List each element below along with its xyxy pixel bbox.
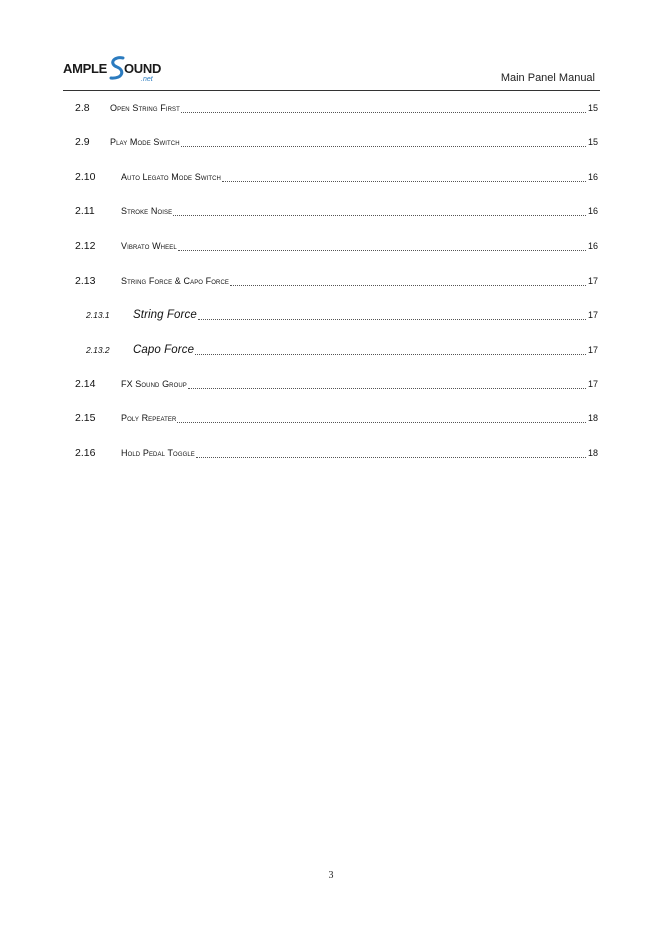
toc-entry[interactable] (75, 447, 598, 463)
toc-title: Poly Repeater (121, 413, 177, 423)
toc-entry[interactable] (75, 102, 598, 118)
toc-leader-dots (173, 215, 586, 216)
toc-number: 2.13.1 (86, 310, 110, 320)
toc-page-number: 17 (587, 345, 598, 355)
toc-leader-dots (181, 146, 586, 147)
toc-entry[interactable] (75, 344, 598, 360)
toc-title: Play Mode Switch (110, 137, 180, 147)
toc-page-number: 15 (587, 137, 598, 147)
toc-leader-dots (188, 388, 586, 389)
page-number: 3 (328, 870, 334, 881)
toc-page-number: 16 (587, 206, 598, 216)
toc-number: 2.14 (75, 378, 96, 390)
toc-number: 2.13 (75, 275, 96, 287)
toc-page-number: 16 (587, 241, 598, 251)
toc-leader-dots (178, 250, 586, 251)
toc-leader-dots (195, 354, 586, 355)
toc-page-number: 18 (587, 448, 598, 458)
toc-leader-dots (181, 112, 586, 113)
toc-leader-dots (177, 422, 586, 423)
toc-title: Auto Legato Mode Switch (121, 172, 221, 182)
toc-title: String Force (133, 309, 197, 321)
toc-page-number: 17 (587, 276, 598, 286)
toc-title: Vibrato Wheel (121, 241, 177, 251)
toc-entry[interactable] (75, 378, 598, 394)
toc-entry[interactable] (75, 412, 598, 428)
toc-entry[interactable] (75, 205, 598, 221)
ample-sound-logo (63, 54, 163, 84)
toc-leader-dots (198, 319, 586, 320)
toc-number: 2.15 (75, 412, 96, 424)
toc-page-number: 15 (587, 103, 598, 113)
toc-title: String Force & Capo Force (121, 276, 230, 286)
toc-leader-dots (196, 457, 586, 458)
toc-entry[interactable] (75, 136, 598, 152)
toc-title: Open String First (110, 103, 180, 113)
page-header (63, 54, 600, 92)
toc-leader-dots (230, 285, 586, 286)
toc-title: Hold Pedal Toggle (121, 448, 195, 458)
svg-text:OUND: OUND (124, 61, 162, 76)
toc-number: 2.10 (75, 171, 96, 183)
header-divider (63, 90, 600, 91)
svg-text:.net: .net (141, 76, 153, 83)
svg-text:AMPLE: AMPLE (63, 61, 108, 76)
toc-entry[interactable] (75, 275, 598, 291)
toc-title: FX Sound Group (121, 379, 187, 389)
toc-number: 2.11 (75, 205, 95, 217)
toc-number: 2.8 (75, 102, 90, 114)
toc-entry[interactable] (75, 171, 598, 187)
toc-page-number: 18 (587, 413, 598, 423)
toc-number: 2.16 (75, 447, 96, 459)
toc-title: Stroke Noise (121, 206, 173, 216)
toc-page-number: 17 (587, 310, 598, 320)
manual-title: Main Panel Manual (500, 72, 595, 84)
toc-number: 2.13.2 (86, 345, 110, 355)
toc-entry[interactable] (75, 309, 598, 325)
toc-title: Capo Force (133, 344, 195, 356)
toc-page-number: 16 (587, 172, 598, 182)
toc-number: 2.12 (75, 240, 96, 252)
toc-entry[interactable] (75, 240, 598, 256)
toc-number: 2.9 (75, 136, 90, 148)
toc-page-number: 17 (587, 379, 598, 389)
toc-leader-dots (222, 181, 586, 182)
